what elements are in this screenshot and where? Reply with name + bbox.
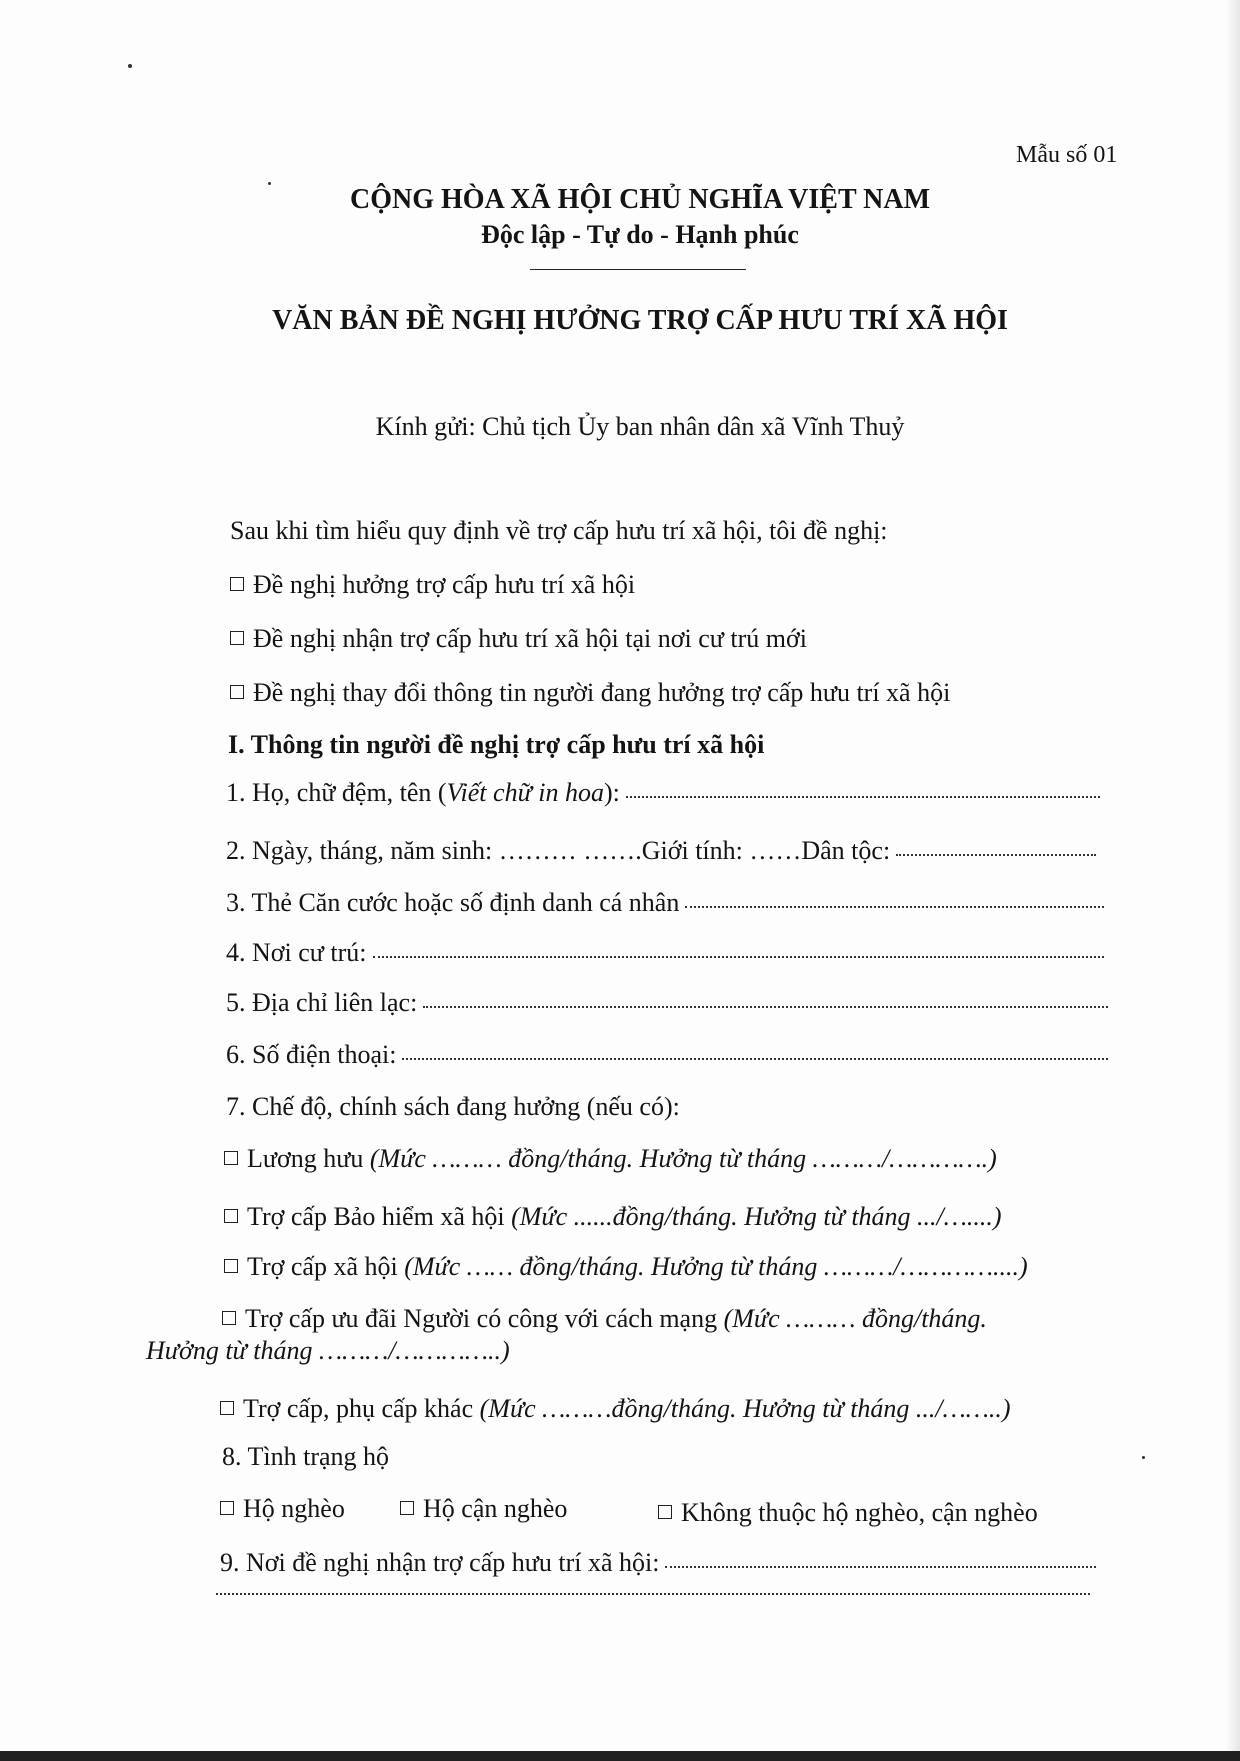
receive-place-continued-field[interactable] (216, 1596, 1090, 1598)
checkbox-icon[interactable] (230, 631, 244, 645)
checkbox-icon[interactable] (224, 1259, 238, 1273)
request-option-3[interactable]: Đề nghị thay đổi thông tin người đang hưởng trợ cấp hưu trí xã hội (230, 678, 950, 708)
recipient-line: Kính gửi: Chủ tịch Ủy ban nhân dân xã Vĩnh Thuỷ (375, 412, 905, 441)
national-title: CỘNG HÒA XÃ HỘI CHỦ NGHĨA VIỆT NAM (349, 184, 931, 215)
policy-option-social-allowance[interactable]: Trợ cấp xã hội (Mức …… đồng/tháng. Hưởng từ tháng ………/…………....) (224, 1252, 1028, 1282)
scan-edge-bottom (0, 1751, 1240, 1761)
fill-line[interactable] (373, 956, 1105, 958)
household-option-poor[interactable]: Hộ nghèo (220, 1494, 345, 1524)
fill-line[interactable] (665, 1566, 1096, 1568)
household-label: 8. Tình trạng hộ (222, 1442, 390, 1471)
policy-option-revolution-merit[interactable]: Trợ cấp ưu đãi Người có công với cách mạng (Mức ……… đồng/tháng. (222, 1304, 987, 1334)
contact-address-field[interactable]: 5. Địa chỉ liên lạc: (226, 988, 1108, 1018)
checkbox-icon[interactable] (220, 1401, 234, 1415)
full-name-field[interactable]: 1. Họ, chữ đệm, tên (Viết chữ in hoa): (226, 778, 1100, 808)
scan-speck (128, 64, 132, 68)
header-divider (530, 269, 746, 270)
checkbox-icon[interactable] (658, 1505, 672, 1519)
residence-field[interactable]: 4. Nơi cư trú: (226, 938, 1104, 968)
receive-place-field[interactable]: 9. Nơi đề nghị nhận trợ cấp hưu trí xã hội: (220, 1548, 1096, 1578)
policy-revolution-merit-continued: Hưởng từ tháng ………/…………..) (146, 1336, 510, 1365)
checkbox-icon[interactable] (222, 1311, 236, 1325)
checkbox-icon[interactable] (230, 577, 244, 591)
checkbox-icon[interactable] (230, 685, 244, 699)
checkbox-icon[interactable] (220, 1501, 234, 1515)
fill-line[interactable] (626, 796, 1100, 798)
section-heading: I. Thông tin người đề nghị trợ cấp hưu trí xã hội (228, 730, 765, 759)
phone-field[interactable]: 6. Số điện thoại: (226, 1040, 1108, 1070)
fill-line[interactable] (423, 1006, 1108, 1008)
policy-option-social-insurance[interactable]: Trợ cấp Bảo hiểm xã hội (Mức ......đồng/tháng. Hưởng từ tháng .../…....) (224, 1202, 1002, 1232)
birth-gender-ethnicity-field[interactable]: 2. Ngày, tháng, năm sinh: ……… …….Giới tính: ……Dân tộc: (226, 836, 1096, 866)
request-option-1[interactable]: Đề nghị hưởng trợ cấp hưu trí xã hội (230, 570, 635, 600)
fill-line[interactable] (402, 1058, 1108, 1060)
checkbox-icon[interactable] (400, 1501, 414, 1515)
policy-option-pension[interactable]: Lương hưu (Mức ……… đồng/tháng. Hưởng từ tháng ………/………….) (224, 1144, 997, 1174)
fill-line[interactable] (896, 854, 1096, 856)
scan-edge-right (1226, 0, 1240, 1761)
checkbox-icon[interactable] (224, 1151, 238, 1165)
fill-line[interactable] (216, 1593, 1090, 1595)
policies-label: 7. Chế độ, chính sách đang hưởng (nếu có): (226, 1092, 680, 1121)
form-number: Mẫu số 01 (1016, 142, 1118, 168)
intro-text: Sau khi tìm hiểu quy định về trợ cấp hưu trí xã hội, tôi đề nghị: (230, 516, 888, 545)
household-option-not-poor[interactable]: Không thuộc hộ nghèo, cận nghèo (658, 1498, 1038, 1528)
national-motto: Độc lập - Tự do - Hạnh phúc (481, 220, 799, 249)
household-option-near-poor[interactable]: Hộ cận nghèo (400, 1494, 567, 1524)
id-card-field[interactable]: 3. Thẻ Căn cước hoặc số định danh cá nhân (226, 888, 1104, 918)
fill-line[interactable] (685, 906, 1104, 908)
scan-speck (1142, 1456, 1145, 1459)
document-title: VĂN BẢN ĐỀ NGHỊ HƯỞNG TRỢ CẤP HƯU TRÍ XÃ HỘI (272, 305, 1008, 336)
request-option-2[interactable]: Đề nghị nhận trợ cấp hưu trí xã hội tại nơi cư trú mới (230, 624, 807, 654)
checkbox-icon[interactable] (224, 1209, 238, 1223)
policy-option-other[interactable]: Trợ cấp, phụ cấp khác (Mức ………đồng/tháng. Hưởng từ tháng .../……..) (220, 1394, 1011, 1424)
